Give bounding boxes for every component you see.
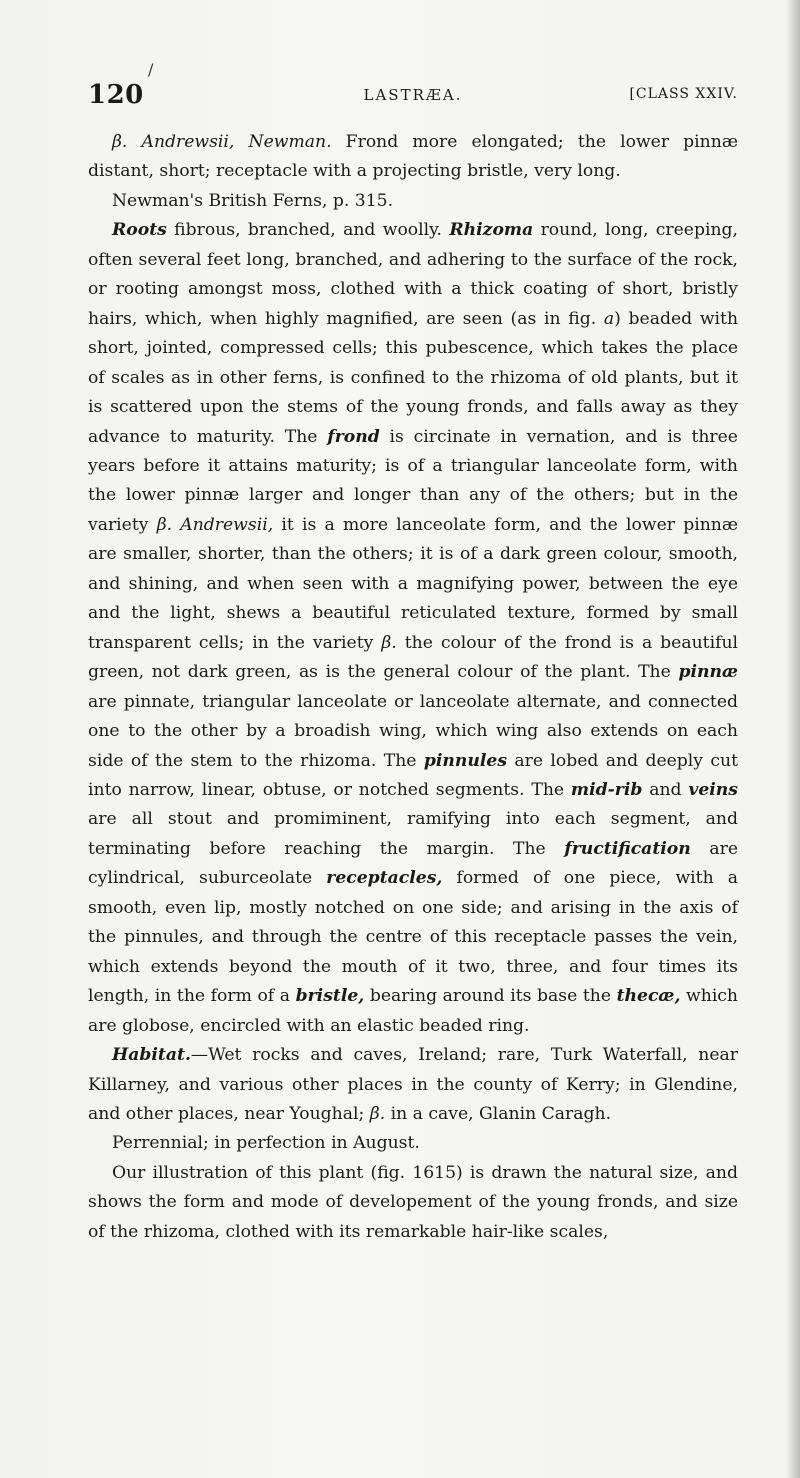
page-header (88, 60, 738, 120)
rhizoma-text-2: ) beaded with short, jointed, compressed cells; this pubescence, which takes the place of scales as in other ferns, is confined to the rhizoma of old plants, but it is scattered upon the stems of the young fronds, and falls away as they advance to maturity. The (88, 308, 739, 447)
rhizoma-text: round, long, creeping, often several feet long, branched, and adhering to the surface of the rock, or rooting amongst moss, clothed with a thick coating of short, bristly hairs, which, when highly magnified, are seen (as in fig. (88, 220, 739, 329)
roots-label: Roots (112, 220, 167, 241)
veins-label: veins (688, 779, 738, 800)
fructification-label: fructification (564, 838, 691, 859)
frond-text: is circinate in vernation, and is three years before it attains maturity; is of a triangular lanceolate form, with the lower pinnæ larger and longer than any of the others; but in the variety (88, 426, 738, 535)
thecae-label: thecæ, (616, 986, 681, 1007)
receptacles-text: formed of one piece, with a smooth, even lip, mostly notched on one side; and arising in the axis of the pinnules, and through the centre of this receptacle passes the vein, which extends beyond the mouth of it two, three, and four times its length, in the form of a (88, 868, 738, 1007)
pinnules-label: pinnules (423, 750, 507, 771)
illustration-paragraph (88, 1159, 738, 1247)
pinnae-label: pinnæ (678, 662, 738, 683)
variety-beta: β. (112, 132, 128, 152)
thecae-text: which are globose, encircled with an elastic beaded ring. (88, 986, 739, 1036)
reference-text: Newman's British Ferns, p. 315. (112, 190, 394, 211)
receptacles-label: receptacles, (326, 868, 443, 889)
rhizoma-label: Rhizoma (449, 220, 534, 241)
bristle-label: bristle, (295, 986, 365, 1007)
frond-label: frond (327, 426, 380, 447)
class-mark: [CLASS XXIV. (629, 86, 738, 102)
habitat-paragraph (88, 1041, 738, 1129)
veins-text: are all stout and promiminent, ramifying into each segment, and terminating before reaching the margin. The (88, 809, 738, 859)
pencil-mark: / (148, 60, 154, 79)
midrib-label: mid-rib (570, 779, 643, 800)
variety-paragraph (88, 128, 738, 187)
pinnules-text: are lobed and deeply cut into narrow, linear, obtuse, or notched segments. The (88, 750, 738, 800)
habitat-text: —Wet rocks and caves, Ireland; rare, Turk Waterfall, near Killarney, and various other places in the county of Kerry; in Glendine, and other places, near Youghal; (88, 1045, 738, 1124)
reference-paragraph (88, 187, 738, 216)
page-edge-shadow (786, 0, 800, 1478)
beta-andrewsii: β. Andrewsii, (156, 514, 274, 535)
bristle-text: bearing around its base the (369, 986, 611, 1007)
fig-a-ref: a (603, 308, 615, 329)
perennial-paragraph (88, 1129, 738, 1158)
frond-text-2: it is a more lanceolate form, and the lower pinnæ are smaller, shorter, than the others; it is of a dark green colour, smooth, and shining, and when seen with a magnifying power, between the eye and the light, shews a beautiful reticulated texture, formed by small transparent cells; in the variety (88, 514, 738, 653)
frond-text-3: the colour of the frond is a beautiful green, not dark green, as is the general colour of the plant. The (88, 632, 739, 683)
habitat-beta: β. (369, 1103, 386, 1124)
habitat-label: Habitat. (112, 1045, 191, 1066)
roots-text: fibrous, branched, and woolly. (174, 220, 443, 241)
variety-name: Andrewsii, (141, 132, 235, 152)
perennial-text: Perrennial; in perfection in August. (112, 1133, 420, 1154)
variety-text: Frond more elongated; the lower pinnæ distant, short; receptacle with a projecting bristle, very long. (88, 132, 738, 182)
illustration-text: Our illustration of this plant (fig. 1615) is drawn the natural size, and shows the form and mode of developement of the young fronds, and size of the rhizoma, clothed with its remarkable hair-like scales, (88, 1162, 738, 1242)
fructification-text: are cylindrical, suburceolate (88, 838, 738, 889)
running-title: LASTRÆA. (363, 86, 463, 104)
pinnae-text: are pinnate, triangular lanceolate or lanceolate alternate, and connected one to the other by a broadish wing, which wing also extends on each side of the stem to the rhizoma. The (88, 691, 738, 771)
habitat-text-2: in a cave, Glanin Caragh. (390, 1103, 612, 1124)
beta-ref-2: β. (381, 632, 397, 653)
body-text (88, 128, 738, 1247)
description-paragraph (88, 216, 738, 1041)
page-number: 120 (88, 80, 144, 110)
variety-author: Newman. (248, 132, 332, 152)
and-word: and (649, 779, 682, 800)
